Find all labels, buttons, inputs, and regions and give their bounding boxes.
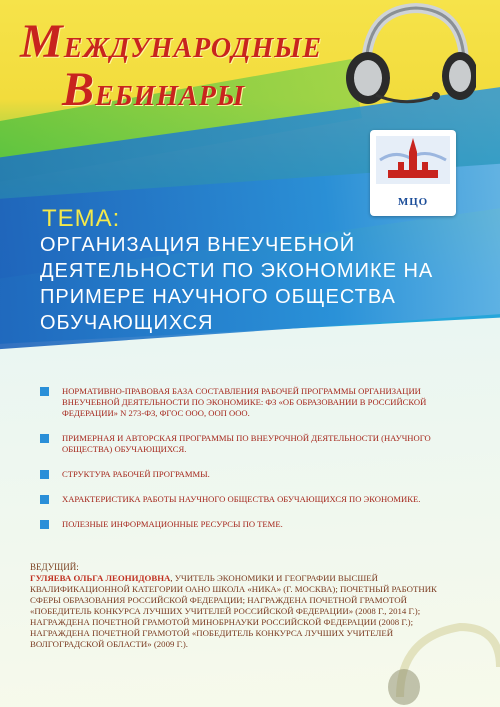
title-line-2: ВЕБИНАРЫ [62, 63, 245, 116]
list-item: ПРИМЕРНАЯ И АВТОРСКАЯ ПРОГРАММЫ ПО ВНЕУРОЧНОЙ ДЕЯТЕЛЬНОСТИ (НАУЧНОГО ОБЩЕСТВА) ОБУЧАЮЩИХСЯ. [40, 433, 450, 455]
list-item: ХАРАКТЕРИСТИКА РАБОТЫ НАУЧНОГО ОБЩЕСТВА ОБУЧАЮЩИХСЯ ПО ЭКОНОМИКЕ. [40, 494, 450, 505]
lead-label: ВЕДУЩИЙ: [30, 562, 79, 572]
title-line-1: МЕЖДУНАРОДНЫЕ [20, 15, 323, 68]
bullet-square-icon [40, 434, 49, 443]
mco-logo [370, 130, 456, 216]
lead-bio: , УЧИТЕЛЬ ЭКОНОМИКИ И ГЕОГРАФИИ ВЫСШЕЙ КВАЛИФИКАЦИОННОЙ КАТЕГОРИИ ОАНО ШКОЛА «НИКА» (Г. МОСКВА); ПОЧЕТНЫЙ РАБОТНИК СФЕРЫ ОБРАЗОВАНИЯ РОССИЙСКОЙ ФЕДЕРАЦИИ; НАГРАЖДЕНА ПОЧЕТНОЙ ГРАМОТОЙ «ПОБЕДИТЕЛЬ КОНКУРСА ЛУЧШИХ УЧИТЕЛЕЙ РОССИЙСКОЙ ФЕДЕРАЦИИ» (2008 Г., 2014 Г.); НАГРАЖДЕНА ПОЧЕТНОЙ ГРАМОТОЙ МИНОБРНАУКИ РОССИЙСКОЙ ФЕДЕРАЦИИ (2008 Г.); НАГРАЖДЕНА ПОЧЕТНОЙ ГРАМОТОЙ «ПОБЕДИТЕЛЬ КОНКУРСА ЛУЧШИХ УЧИТЕЛЕЙ ВОЛГОГРАДСКОЙ ОБЛАСТИ» (2009 Г.). [30, 573, 437, 649]
list-item: НОРМАТИВНО-ПРАВОВАЯ БАЗА СОСТАВЛЕНИЯ РАБОЧЕЙ ПРОГРАММЫ ОРГАНИЗАЦИИ ВНЕУЧЕБНОЙ ДЕЯТЕЛЬНОСТИ ПО ЭКОНОМИКЕ: ФЗ «ОБ ОБРАЗОВАНИИ В РОССИЙСКОЙ ФЕДЕРАЦИИ» N 273-ФЗ, ФГОС ООО, ООП ООО. [40, 386, 450, 419]
lead-name: ГУЛЯЕВА ОЛЬГА ЛЕОНИДОВНА [30, 573, 171, 583]
bullet-square-icon [40, 520, 49, 529]
list-item: ПОЛЕЗНЫЕ ИНФОРМАЦИОННЫЕ РЕСУРСЫ ПО ТЕМЕ. [40, 519, 450, 530]
topics-list [40, 386, 450, 544]
headset-icon [336, 0, 476, 110]
bullet-square-icon [40, 387, 49, 396]
theme-text: ОРГАНИЗАЦИЯ ВНЕУЧЕБНОЙ ДЕЯТЕЛЬНОСТИ ПО ЭКОНОМИКЕ НА ПРИМЕРЕ НАУЧНОГО ОБЩЕСТВА ОБУЧАЮЩИХСЯ [40, 234, 434, 334]
logo-text: МЦО [397, 196, 429, 208]
list-item: СТРУКТУРА РАБОЧЕЙ ПРОГРАММЫ. [40, 469, 450, 480]
bullet-square-icon [40, 495, 49, 504]
headset-bottom-icon [380, 587, 500, 707]
poster-title [20, 15, 323, 116]
kremlin-icon [370, 130, 456, 190]
bullet-square-icon [40, 470, 49, 479]
theme-label: ТЕМА: [42, 205, 121, 232]
